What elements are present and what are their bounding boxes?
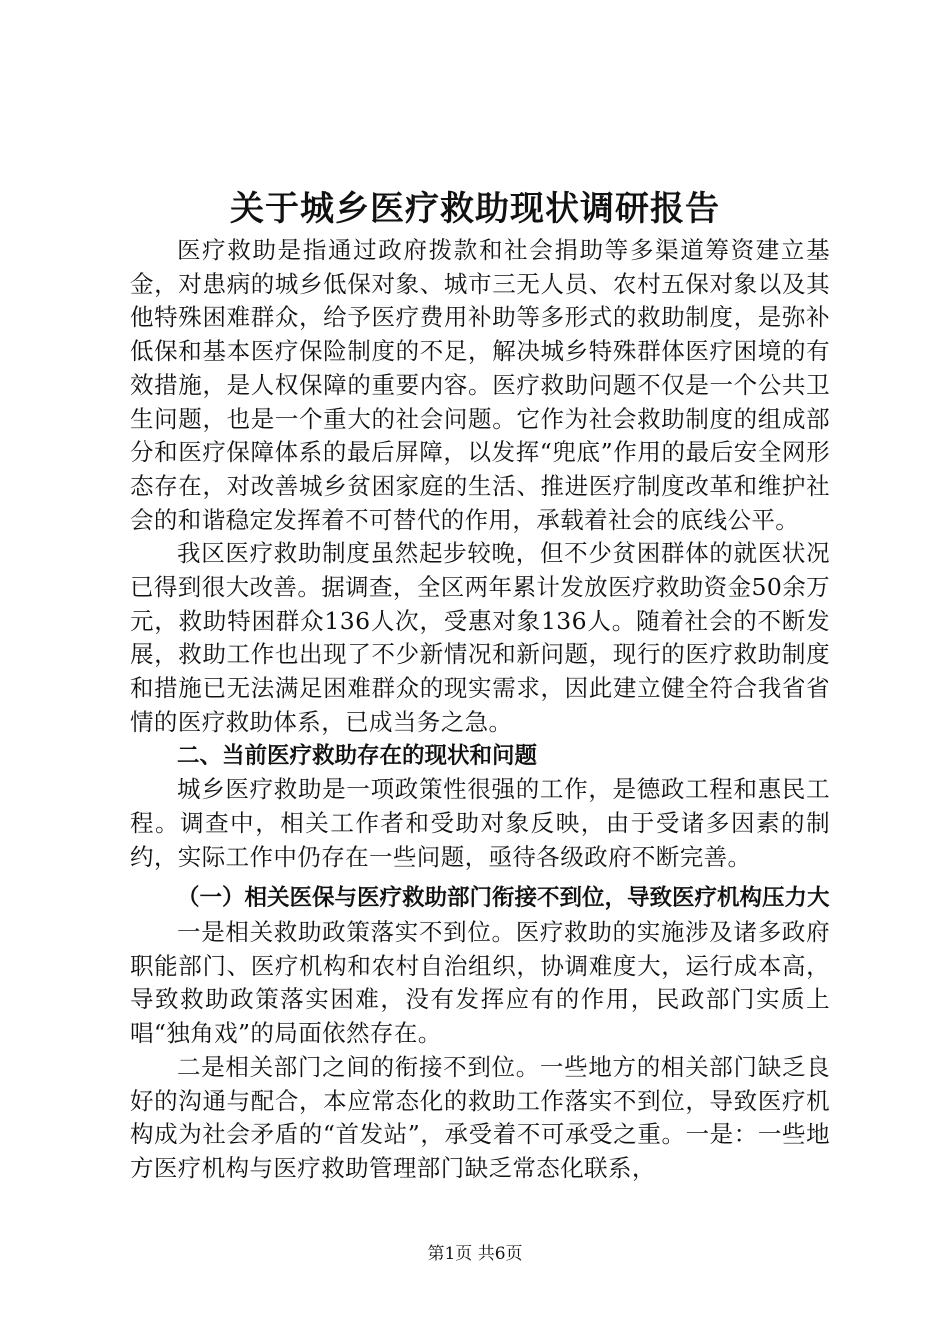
subsection-heading: （一）相关医保与医疗救助部门衔接不到位，导致医疗机构压力大 — [177, 885, 830, 912]
intro-paragraph: 医疗救助是指通过政府拨款和社会捐助等多渠道筹资建立基金，对患病的城乡低保对象、城市三无人员、农村五保对象以及其他特殊困难群众，给予医疗费用补助等多形式的救助制度，是弥补低保和基本医疗保险制度的不足，解决城乡特殊群体医疗困境的有效措施，是人权保障的重要内容。医疗救助问题不仅是一个公共卫生问题，也是一个重大的社会问题。它作为社会救助制度的组成部分和医疗保障体系的最后屏障，以发挥“兜底”作用的最后安全网形态存在，对改善城乡贫困家庭的生活、推进医疗制度改革和维护社会的和谐稳定发挥着不可替代的作用，承载着社会的底线公平。 — [130, 236, 830, 534]
section-heading: 二、当前医疗救助存在的现状和问题 — [177, 742, 538, 769]
status-paragraph: 我区医疗救助制度虽然起步较晚，但不少贫困群体的就医状况已得到很大改善。据调查，全区两年累计发放医疗救助资金50余万元，救助特困群众136人次，受惠对象136人。随着社会的不断发展，救助工作也出现了不少新情况和新问题，现行的医疗救助制度和措施已无法满足困难群众的现实需求，因此建立健全符合我省省情的医疗救助体系，已成当务之急。 — [130, 539, 830, 736]
page-footer: 第1页 共6页 — [427, 1244, 523, 1264]
subsection-paragraph-1: 一是相关救助政策落实不到位。医疗救助的实施涉及诸多政府职能部门、医疗机构和农村自治组织，协调难度大，运行成本高，导致救助政策落实困难，没有发挥应有的作用，民政部门实质上唱“独角戏”的局面依然存在。 — [130, 918, 830, 1048]
document-body — [130, 234, 830, 1186]
document-title: 关于城乡医疗救助现状调研报告 — [230, 189, 720, 229]
section-paragraph: 城乡医疗救助是一项政策性很强的工作，是德政工程和惠民工程。调查中，相关工作者和受助对象反映，由于受诸多因素的制约，实际工作中仍存在一些问题，亟待各级政府不断完善。 — [130, 775, 830, 871]
subsection-paragraph-2: 二是相关部门之间的衔接不到位。一些地方的相关部门缺乏良好的沟通与配合，本应常态化的救助工作落实不到位，导致医疗机构成为社会矛盾的“首发站”，承受着不可承受之重。一是：一些地方医疗机构与医疗救助管理部门缺乏常态化联系， — [130, 1052, 830, 1182]
